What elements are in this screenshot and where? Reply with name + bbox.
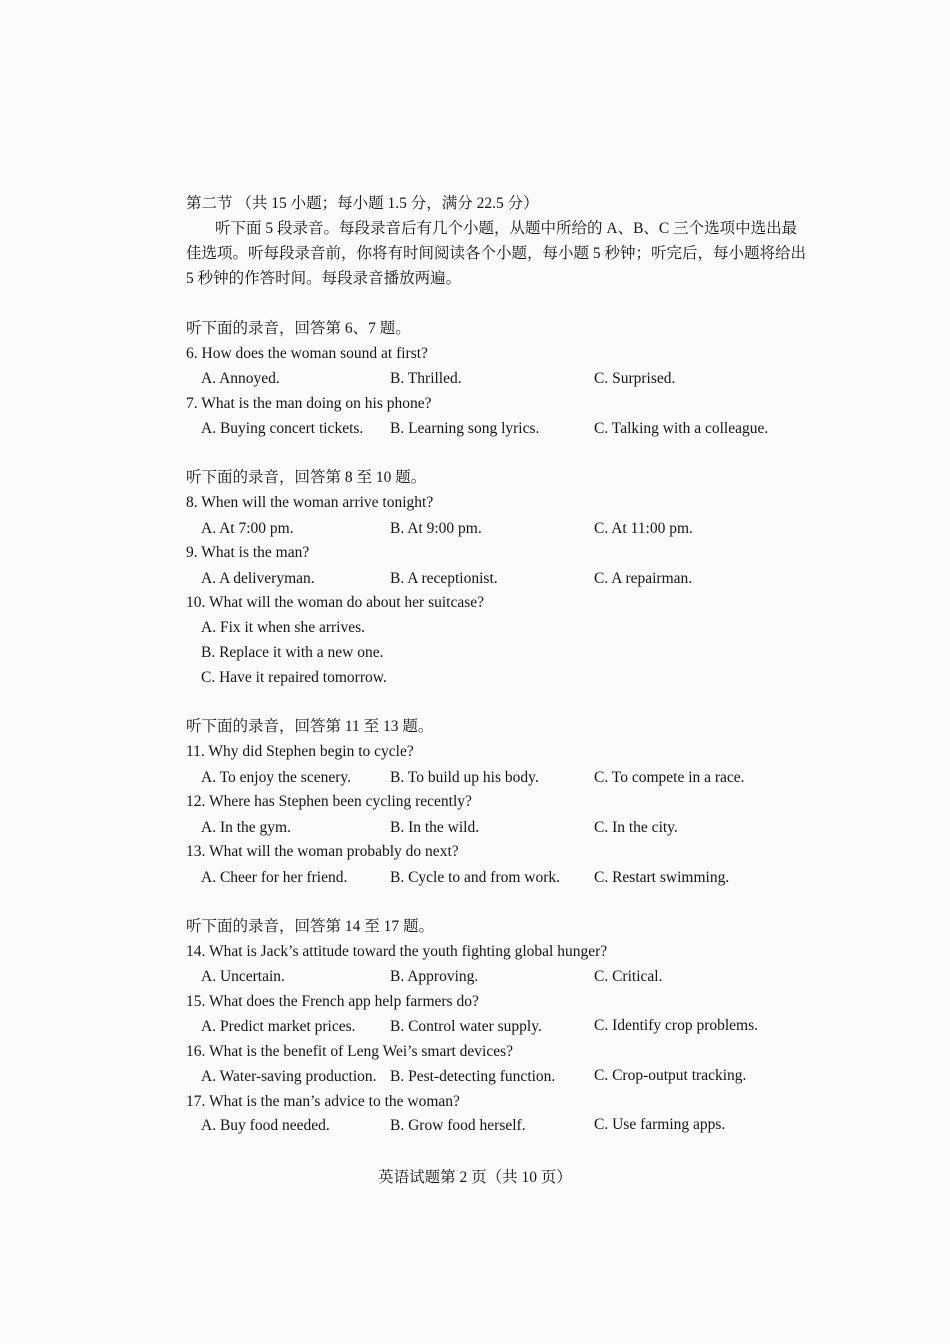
option-b: B. Control water supply. (390, 1018, 542, 1035)
option-c: C. Identify crop problems. (594, 1017, 759, 1034)
question-stem: 7. What is the man doing on his phone? (186, 395, 432, 412)
option-a: A. Uncertain. (201, 968, 285, 985)
option-b: B. In the wild. (390, 819, 480, 836)
question-stem: 10. What will the woman do about her suitcase? (186, 594, 485, 611)
group-prompt: 听下面的录音，回答第 11 至 13 题。 (186, 718, 434, 735)
instruction-line: 听下面 5 段录音。每段录音后有几个小题，从题中所给的 A、B、C 三个选项中选出最 (215, 220, 798, 237)
option-b: B. A receptionist. (390, 570, 498, 587)
option-c: C. Critical. (594, 968, 663, 985)
option-a: A. Annoyed. (201, 370, 280, 387)
option-c: C. At 11:00 pm. (594, 520, 693, 537)
question-stem: 17. What is the man’s advice to the woman? (186, 1093, 460, 1110)
instruction-line: 5 秒钟的作答时间。每段录音播放两遍。 (186, 270, 462, 287)
option-c: C. Surprised. (594, 370, 676, 387)
option-b: B. Thrilled. (390, 370, 462, 387)
question-stem: 9. What is the man? (186, 544, 310, 561)
option-b: B. To build up his body. (390, 769, 539, 786)
instruction-line: 佳选项。听每段录音前，你将有时间阅读各个小题，每小题 5 秒钟；听完后，每小题将给出 (186, 245, 807, 262)
question-stem: 12. Where has Stephen been cycling recently? (186, 793, 472, 810)
option-b: B. At 9:00 pm. (390, 520, 482, 537)
question-stem: 16. What is the benefit of Leng Wei’s smart devices? (186, 1043, 514, 1060)
group-prompt: 听下面的录音，回答第 14 至 17 题。 (186, 918, 435, 935)
option-b: B. Replace it with a new one. (201, 644, 384, 661)
option-c: C. A repairman. (594, 570, 693, 587)
option-a: A. In the gym. (201, 819, 291, 836)
option-c: C. Crop-output tracking. (594, 1067, 747, 1084)
option-c: C. Talking with a colleague. (594, 420, 769, 437)
question-stem: 13. What will the woman probably do next? (186, 843, 459, 860)
question-stem: 8. When will the woman arrive tonight? (186, 494, 434, 511)
option-b: B. Cycle to and from work. (390, 869, 561, 886)
option-c: C. Use farming apps. (594, 1116, 726, 1133)
page-footer: 英语试题第 2 页（共 10 页） (378, 1169, 572, 1186)
option-b: B. Approving. (390, 968, 479, 985)
group-prompt: 听下面的录音，回答第 8 至 10 题。 (186, 469, 427, 486)
section-heading: 第二节 （共 15 小题；每小题 1.5 分，满分 22.5 分） (186, 195, 539, 212)
question-stem: 15. What does the French app help farmers do? (186, 993, 479, 1010)
question-stem: 6. How does the woman sound at first? (186, 345, 428, 362)
question-stem: 11. Why did Stephen begin to cycle? (186, 743, 414, 760)
option-a: A. To enjoy the scenery. (201, 769, 351, 786)
option-a: A. Buying concert tickets. (201, 420, 364, 437)
option-c: C. Restart swimming. (594, 869, 730, 886)
group-prompt: 听下面的录音，回答第 6、7 题。 (186, 320, 411, 337)
option-a: A. At 7:00 pm. (201, 520, 294, 537)
option-b: B. Pest-detecting function. (390, 1068, 556, 1085)
option-a: A. Fix it when she arrives. (201, 619, 366, 636)
option-a: A. Predict market prices. (201, 1018, 356, 1035)
option-a: A. Buy food needed. (201, 1117, 330, 1134)
option-b: B. Grow food herself. (390, 1117, 526, 1134)
option-c: C. To compete in a race. (594, 769, 745, 786)
option-a: A. Water-saving production. (201, 1068, 377, 1085)
option-b: B. Learning song lyrics. (390, 420, 540, 437)
option-c: C. In the city. (594, 819, 678, 836)
option-a: A. A deliveryman. (201, 570, 315, 587)
option-a: A. Cheer for her friend. (201, 869, 348, 886)
option-c: C. Have it repaired tomorrow. (201, 669, 387, 686)
question-stem: 14. What is Jack’s attitude toward the youth fighting global hunger? (186, 943, 608, 960)
